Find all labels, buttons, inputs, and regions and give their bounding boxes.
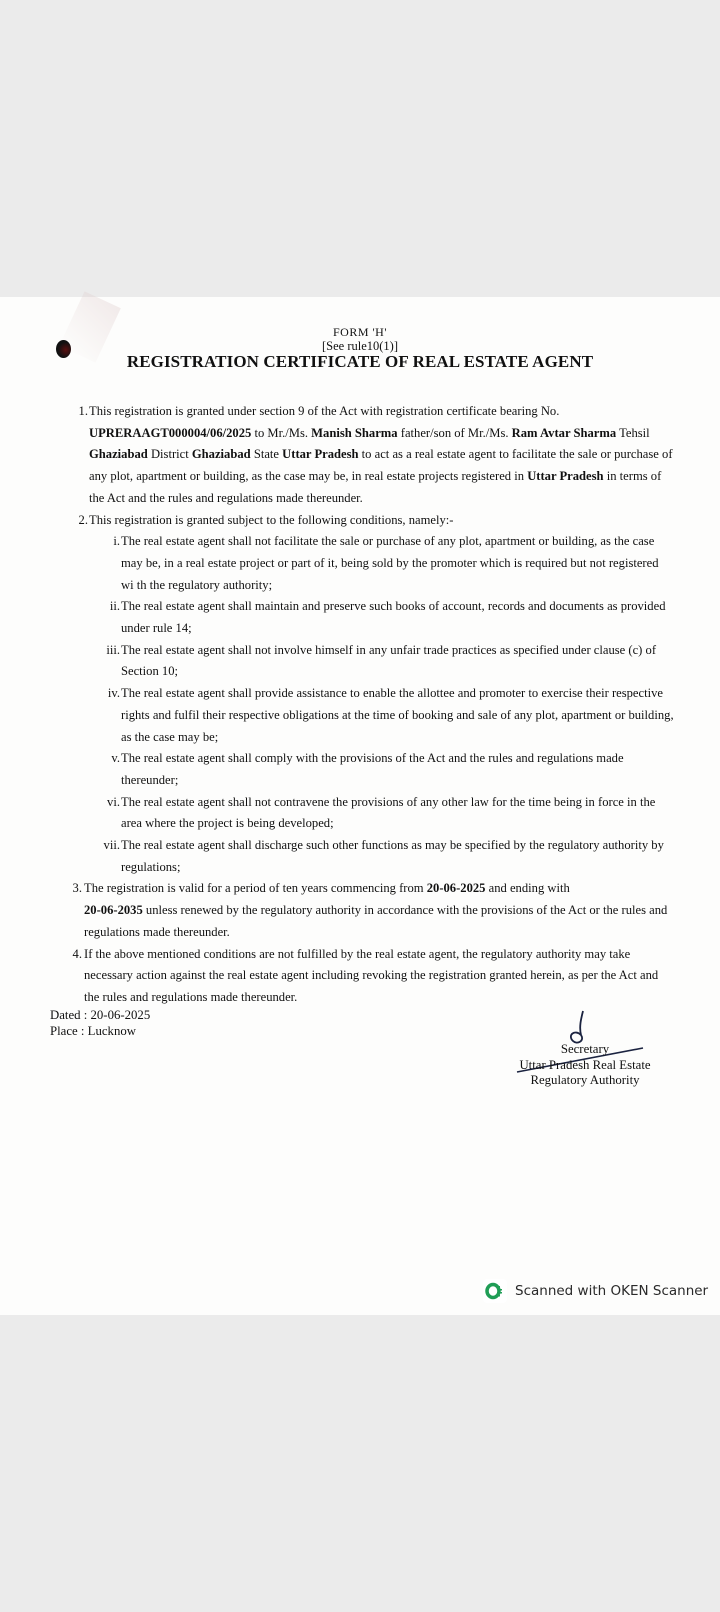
condition-vii: vii. The real estate agent shall discharge such other functions as may be specified by the regulatory authority by regulations; — [103, 838, 664, 874]
place-label: Place : Lucknow — [50, 1023, 136, 1038]
state: Uttar Pradesh — [282, 447, 359, 462]
valid-to-date: 20-06-2035 — [84, 903, 143, 918]
registration-number: UPRERAAGT000004/06/2025 — [89, 425, 252, 440]
scanner-watermark — [483, 1279, 708, 1303]
father-name: Ram Avtar Sharma — [511, 425, 617, 440]
clause-2: 2. This registration is granted subject to the following conditions, namely:- — [0, 510, 720, 532]
condition-ii: ii. The real estate agent shall maintain and preserve such books of account, records and documents as provided under rule 14; — [109, 599, 666, 636]
clause-1: 1. This registration is granted under section 9 of the Act with registration certificate bearing No. UPRERAAGT000004/06/2025 to Mr./Ms. Manish Sharma father/son of Mr./Ms. Ram Avtar Sharma Tehsil Ghaziabad District Ghaziabad State Uttar Pradesh to act as a real estate agent to facilitate the sale or purchase of any plot, apartment or building, as the case may be, in real estate projects registered in Uttar Pradesh in terms of the Act and the rules and regulations made thereunder. — [0, 401, 720, 510]
scanner-watermark-text: Scanned with OKEN Scanner — [515, 1283, 709, 1299]
valid-from-date: 20-06-2025 — [426, 881, 486, 896]
scanned-document-page — [0, 297, 720, 1315]
certificate-title: REGISTRATION CERTIFICATE OF REAL ESTATE AGENT — [126, 352, 594, 371]
agent-name: Manish Sharma — [311, 425, 398, 440]
clause-3: 3. The registration is valid for a period of ten years commencing from 20-06-2025 and ending with 20-06-2035 unless renewed by the regulatory authority in accordance with the provisions of the Act or the rules and regulations made thereunder. — [0, 878, 720, 943]
date-place-block — [50, 1008, 150, 1039]
condition-i: i. The real estate agent shall not facilitate the sale or purchase of any plot, apartment or building, as the case may be, in a real estate project or part of it, being sold by the promoter which is required but not registered wi th the regulatory authority; — [113, 534, 659, 592]
signatory-title: Secretary — [560, 1042, 610, 1056]
clause-number: 1. — [78, 404, 88, 418]
certificate-body — [0, 401, 720, 1009]
clause-4: 4. If the above mentioned conditions are not fulfilled by the real estate agent, the regulatory authority may take necessary action against the real estate agent including revoking the registration granted herein, as per the Act and the rules and regulations made thereunder. — [0, 944, 720, 1009]
condition-iv: iv. The real estate agent shall provide assistance to enable the allottee and promoter to exercise their respective rights and fulfil their respective obligations at the time of booking and sale of any plot, apartment or building, as the case may be; — [107, 686, 674, 744]
oken-scanner-logo-icon — [483, 1279, 507, 1303]
form-label: FORM 'H' — [332, 325, 387, 339]
condition-vi: vi. The real estate agent shall not contravene the provisions of any other law for the time being in force in the area where the project is being developed; — [107, 794, 656, 831]
clause-number: 4. — [72, 946, 82, 961]
clause-number: 2. — [78, 512, 88, 527]
clause-number: 3. — [72, 881, 82, 896]
condition-v: v. The real estate agent shall comply with the provisions of the Act and the rules and regulations made thereunder; — [111, 751, 624, 787]
signatory-block — [490, 1042, 680, 1089]
dated-label: Dated : 20-06-2025 — [50, 1008, 151, 1022]
district: Ghaziabad — [191, 447, 251, 462]
condition-iii: iii. The real estate agent shall not involve himself in any unfair trade practices as specified under clause (c) of Section 10; — [106, 642, 657, 679]
signatory-org-line-2: Regulatory Authority — [530, 1073, 640, 1087]
signatory-org-line-1: Uttar Pradesh Real Estate — [519, 1057, 651, 1072]
rule-reference: [See rule10(1)] — [321, 339, 398, 353]
tehsil: Ghaziabad — [89, 447, 148, 462]
state-registered: Uttar Pradesh — [527, 469, 604, 484]
